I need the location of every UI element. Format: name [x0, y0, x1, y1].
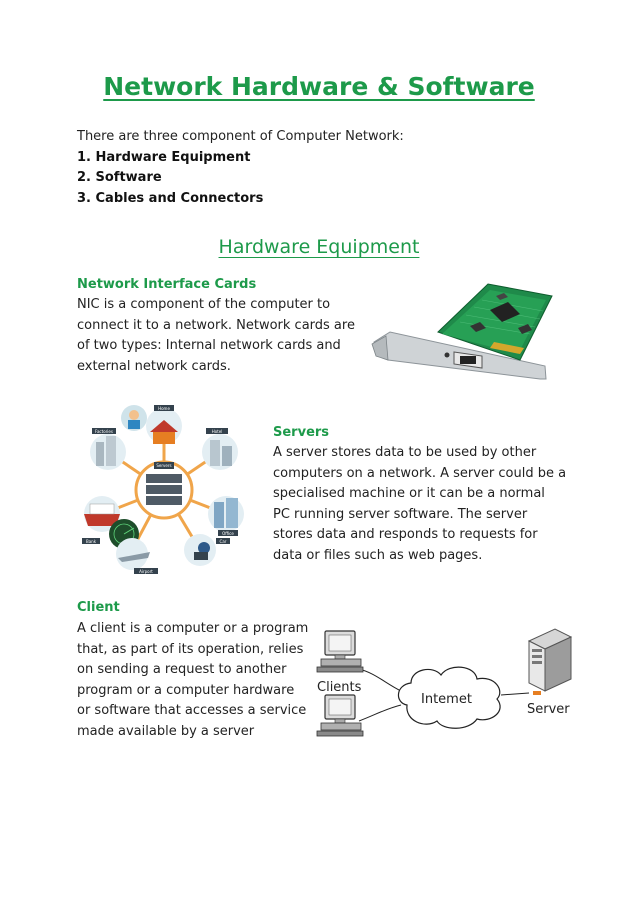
label-airport: Airport	[139, 569, 153, 574]
servers-line: stores data and responds to requests for	[273, 527, 538, 542]
client-paragraph	[77, 619, 308, 742]
servers-line: PC running server software. The server	[273, 506, 528, 522]
servers-line: data or files such as web pages.	[273, 547, 483, 563]
intro-text: There are three component of Computer Network:	[77, 129, 404, 144]
nic-card-image	[370, 282, 555, 382]
servers-diagram	[78, 402, 250, 578]
client-computer-bottom-icon	[317, 695, 363, 736]
page-title: Network Hardware & Software	[103, 72, 535, 101]
client-line: or software that accesses a service	[77, 703, 307, 718]
label-bank: Bank	[85, 539, 97, 544]
server-tower-icon	[529, 629, 571, 695]
client-computer-top-icon	[317, 631, 363, 672]
nic-paragraph	[77, 295, 355, 377]
client-line: on sending a request to another	[77, 662, 287, 677]
section-heading: Hardware Equipment	[218, 236, 420, 258]
servers-paragraph	[273, 443, 566, 566]
label-hotel: Hotel	[211, 429, 223, 434]
servers-line: specialised machine or it can be a normal	[273, 486, 545, 501]
label-office: Office	[222, 531, 234, 536]
client-line: A client is a computer or a program	[77, 621, 309, 636]
server-label: Server	[527, 702, 570, 717]
servers-line: A server stores data to be used by other	[273, 445, 537, 460]
servers-heading: Servers	[273, 425, 330, 440]
nic-heading: Network Interface Cards	[77, 277, 257, 292]
label-home: Home	[158, 406, 170, 411]
servers-line: computers on a network. A server could be a	[273, 465, 567, 481]
nic-line: NIC is a component of the computer to	[77, 297, 331, 312]
clients-label: Clients	[317, 680, 362, 695]
intro-item: 2. Software	[77, 170, 162, 185]
label-factories: Factories	[95, 429, 113, 434]
client-line: made available by a server	[77, 723, 255, 739]
intro-block	[77, 127, 404, 209]
intro-item: 1. Hardware Equipment	[77, 149, 251, 165]
client-line: that, as part of its operation, relies	[77, 641, 304, 657]
nic-line: external network cards.	[77, 358, 231, 374]
label-servers: Servers	[156, 463, 172, 468]
nic-line: connect it to a network. Network cards are	[77, 317, 355, 333]
label-car: Car	[219, 539, 227, 544]
intro-item: 3. Cables and Connectors	[77, 190, 264, 206]
client-line: program or a computer hardware	[77, 682, 295, 698]
client-heading: Client	[77, 600, 120, 615]
nic-line: of two types: Internal network cards and	[77, 338, 341, 353]
client-server-diagram	[315, 625, 577, 743]
internet-label: Intemet	[421, 692, 472, 707]
